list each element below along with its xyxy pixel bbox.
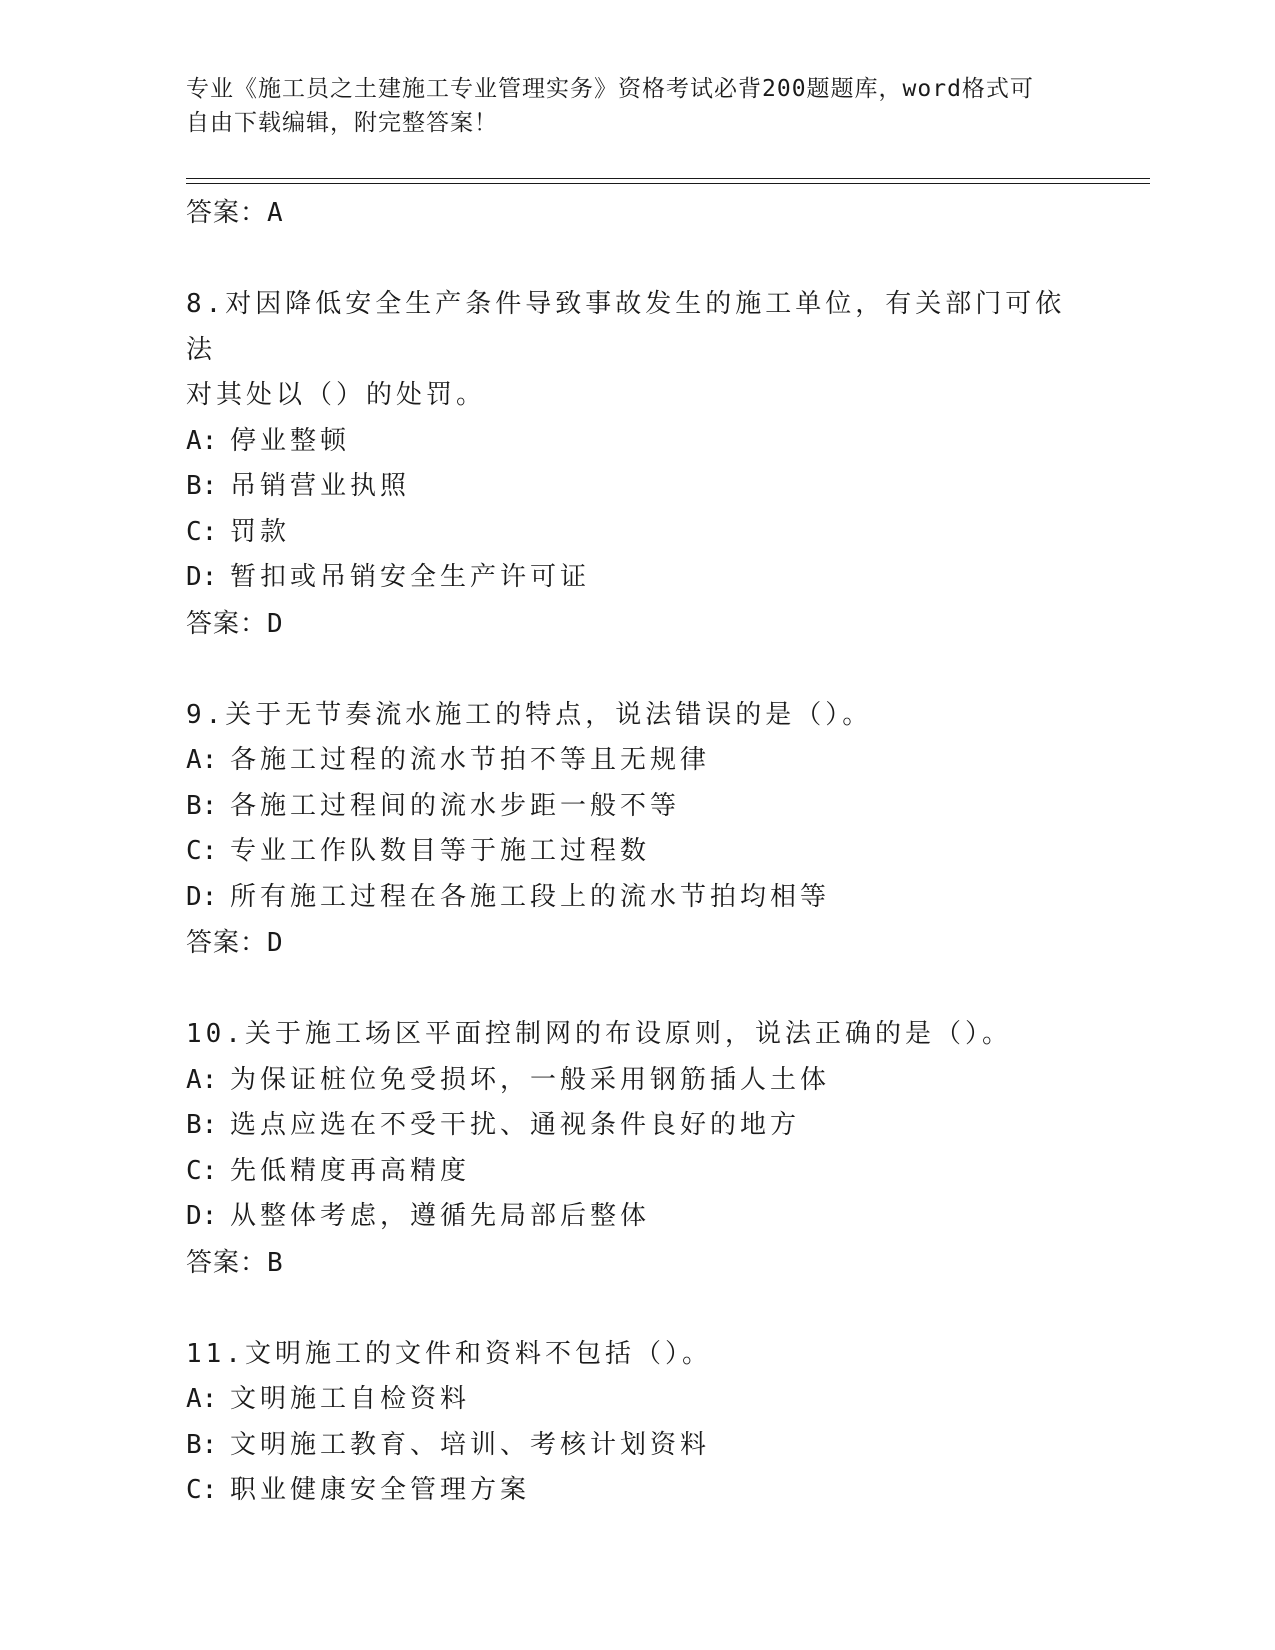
question-10 bbox=[186, 1012, 1086, 1286]
question-text-line: 11.文明施工的文件和资料不包括（）。 bbox=[186, 1338, 712, 1369]
option-b bbox=[186, 784, 1086, 830]
option-c bbox=[186, 829, 1086, 875]
answer-label: 答案：B bbox=[186, 1247, 284, 1278]
option-text: 选点应选在不受干扰、通视条件良好的地方 bbox=[230, 1110, 801, 1140]
option-a bbox=[186, 1377, 1086, 1423]
option-key: C: bbox=[186, 516, 218, 547]
option-b bbox=[186, 464, 1086, 510]
option-d bbox=[186, 555, 1086, 601]
question-11 bbox=[186, 1332, 1086, 1514]
option-c bbox=[186, 510, 1086, 556]
option-text: 暂扣或吊销安全生产许可证 bbox=[230, 562, 591, 592]
option-c bbox=[186, 1468, 1086, 1514]
option-a bbox=[186, 1058, 1086, 1104]
option-key: B: bbox=[186, 790, 218, 821]
option-text: 吊销营业执照 bbox=[230, 471, 411, 501]
question-list bbox=[186, 190, 1086, 1514]
question-text-line: 9.关于无节奏流水施工的特点，说法错误的是（）。 bbox=[186, 699, 873, 730]
option-key: C: bbox=[186, 836, 218, 866]
option-key: B: bbox=[186, 471, 218, 501]
option-key: A: bbox=[186, 745, 218, 775]
option-text: 先低精度再高精度 bbox=[230, 1155, 471, 1186]
question-9 bbox=[186, 693, 1086, 967]
option-c bbox=[186, 1149, 1086, 1195]
document-header bbox=[186, 72, 1066, 140]
question-8 bbox=[186, 282, 1086, 647]
answer-label: 答案：D bbox=[186, 928, 284, 958]
header-divider-top bbox=[186, 178, 1150, 179]
header-line-1: 专业《施工员之土建施工专业管理实务》资格考试必背200题题库，word格式可 bbox=[186, 76, 1034, 102]
option-key: D: bbox=[186, 1201, 218, 1231]
option-text: 停业整顿 bbox=[230, 425, 351, 456]
option-text: 各施工过程间的流水步距一般不等 bbox=[230, 790, 681, 821]
option-text: 所有施工过程在各施工段上的流水节拍均相等 bbox=[230, 881, 831, 912]
option-key: A: bbox=[186, 1064, 218, 1095]
answer-label: 答案：A bbox=[186, 198, 284, 228]
option-text: 各施工过程的流水节拍不等且无规律 bbox=[230, 745, 711, 775]
option-d bbox=[186, 875, 1086, 921]
option-b bbox=[186, 1423, 1086, 1469]
option-key: C: bbox=[186, 1475, 218, 1505]
option-text: 文明施工教育、培训、考核计划资料 bbox=[230, 1429, 711, 1460]
question-text-line: 对其处以（）的处罚。 bbox=[186, 380, 487, 410]
option-key: C: bbox=[186, 1155, 218, 1186]
header-divider-bottom bbox=[186, 183, 1150, 184]
option-key: B: bbox=[186, 1429, 218, 1460]
option-text: 专业工作队数目等于施工过程数 bbox=[230, 836, 651, 866]
option-key: B: bbox=[186, 1110, 218, 1140]
option-a bbox=[186, 419, 1086, 465]
option-key: A: bbox=[186, 1384, 218, 1414]
option-key: D: bbox=[186, 881, 218, 912]
option-a bbox=[186, 738, 1086, 784]
option-text: 从整体考虑，遵循先局部后整体 bbox=[230, 1201, 651, 1231]
answer-label: 答案：D bbox=[186, 608, 284, 639]
option-text: 文明施工自检资料 bbox=[230, 1384, 471, 1414]
header-line-2: 自由下载编辑，附完整答案！ bbox=[186, 110, 498, 136]
option-d bbox=[186, 1194, 1086, 1240]
option-text: 职业健康安全管理方案 bbox=[230, 1475, 531, 1505]
option-text: 为保证桩位免受损坏，一般采用钢筋插人土体 bbox=[230, 1064, 831, 1095]
question-text-line: 10.关于施工场区平面控制网的布设原则，说法正确的是（）。 bbox=[186, 1019, 1012, 1049]
option-text: 罚款 bbox=[230, 516, 291, 547]
question-text-line: 8.对因降低安全生产条件导致事故发生的施工单位，有关部门可依法 bbox=[186, 289, 1066, 365]
option-key: A: bbox=[186, 425, 218, 456]
option-key: D: bbox=[186, 562, 218, 592]
option-b bbox=[186, 1103, 1086, 1149]
